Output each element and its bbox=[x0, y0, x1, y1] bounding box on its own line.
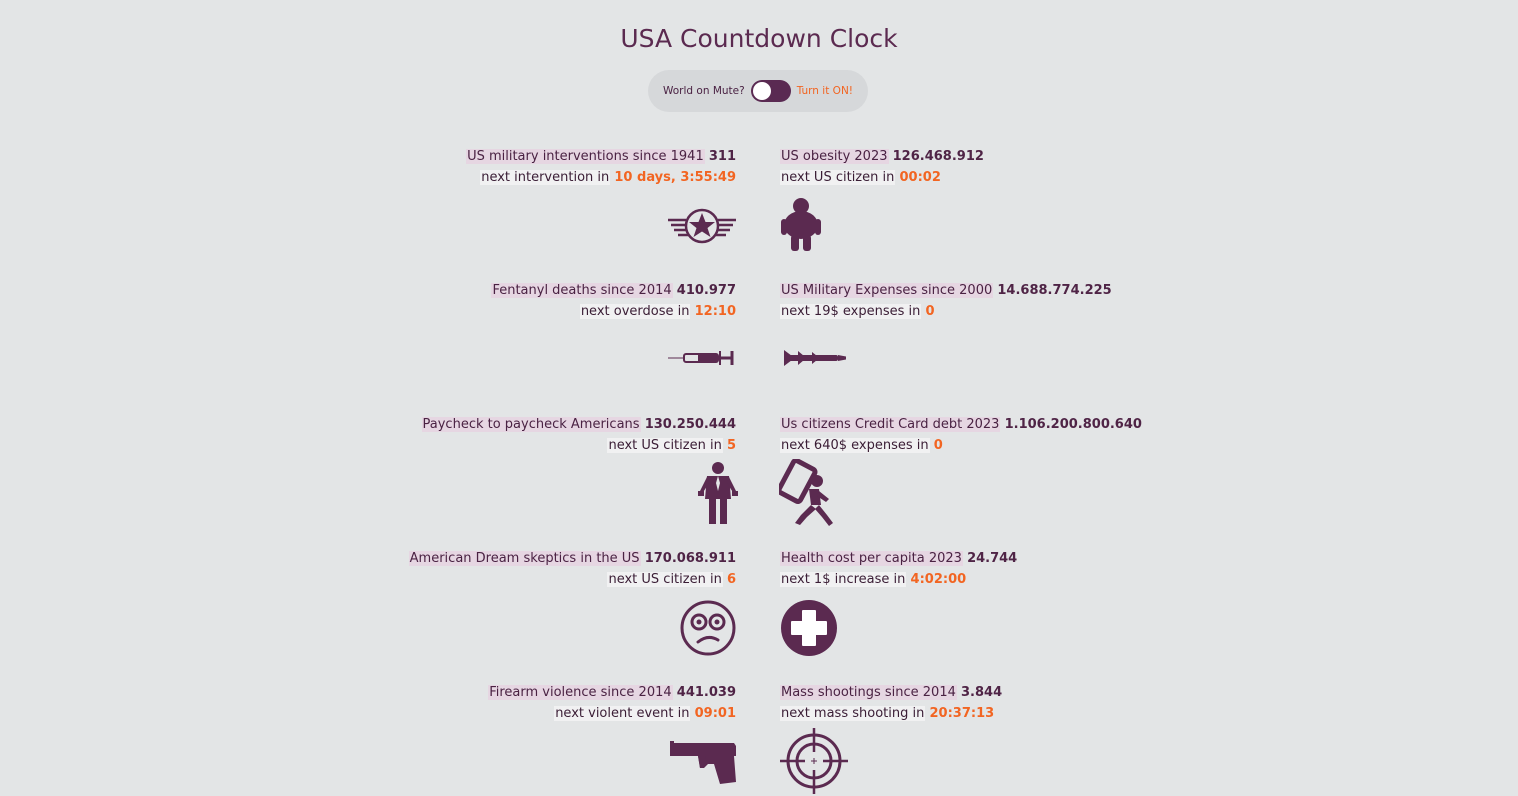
stat-next-label: next 1$ increase in bbox=[781, 572, 906, 587]
worried-face-icon bbox=[680, 600, 736, 656]
stat-next-label: next US citizen in bbox=[608, 438, 722, 453]
stat-credit-card-debt bbox=[780, 414, 1142, 456]
stat-label: US Military Expenses since 2000 bbox=[781, 283, 993, 298]
stat-health-cost bbox=[780, 548, 1017, 590]
mute-action-label[interactable]: Turn it ON! bbox=[796, 85, 854, 97]
stat-next-label: next 640$ expenses in bbox=[781, 438, 929, 453]
stat-label: Firearm violence since 2014 bbox=[489, 685, 672, 700]
stat-next-label: next intervention in bbox=[481, 170, 610, 185]
stat-value: 1.106.200.800.640 bbox=[1004, 417, 1142, 432]
stat-value: 130.250.444 bbox=[644, 417, 736, 432]
stat-fentanyl-deaths bbox=[491, 280, 736, 322]
medical-cross-icon bbox=[780, 599, 838, 657]
stat-next-label: next mass shooting in bbox=[781, 706, 925, 721]
mute-toggle[interactable] bbox=[751, 80, 791, 102]
stat-label: Mass shootings since 2014 bbox=[781, 685, 956, 700]
stat-next-value: 4:02:00 bbox=[910, 572, 967, 587]
stat-military-expenses bbox=[780, 280, 1112, 322]
stat-label: US obesity 2023 bbox=[781, 149, 888, 164]
stat-label: American Dream skeptics in the US bbox=[409, 551, 640, 566]
stat-label: Fentanyl deaths since 2014 bbox=[492, 283, 672, 298]
stat-next-label: next 19$ expenses in bbox=[781, 304, 921, 319]
stat-value: 126.468.912 bbox=[892, 149, 984, 164]
stat-value: 14.688.774.225 bbox=[997, 283, 1112, 298]
stat-next-value: 20:37:13 bbox=[929, 706, 995, 721]
stat-next-value: 0 bbox=[933, 438, 943, 453]
stat-label: US military interventions since 1941 bbox=[467, 149, 704, 164]
stat-mass-shootings bbox=[780, 682, 1002, 724]
stat-value: 170.068.911 bbox=[644, 551, 736, 566]
mute-label: World on Mute? bbox=[662, 85, 745, 97]
empty-pockets-person-icon bbox=[698, 461, 738, 525]
stat-value: 3.844 bbox=[961, 685, 1003, 700]
stat-next-value: 12:10 bbox=[694, 304, 736, 319]
stat-next-value: 5 bbox=[726, 438, 736, 453]
stat-value: 24.744 bbox=[967, 551, 1018, 566]
stat-military-interventions bbox=[466, 146, 736, 188]
crosshair-icon bbox=[780, 728, 848, 794]
stat-value: 441.039 bbox=[676, 685, 736, 700]
stat-label: Paycheck to paycheck Americans bbox=[422, 417, 640, 432]
syringe-icon bbox=[668, 348, 738, 368]
stat-next-value: 09:01 bbox=[694, 706, 736, 721]
stat-paycheck-americans bbox=[422, 414, 736, 456]
toggle-knob bbox=[753, 82, 771, 100]
stat-next-value: 00:02 bbox=[899, 170, 941, 185]
stat-next-label: next US citizen in bbox=[608, 572, 722, 587]
stat-firearm-violence bbox=[488, 682, 736, 724]
stat-next-label: next overdose in bbox=[580, 304, 690, 319]
page-title: USA Countdown Clock bbox=[620, 24, 898, 53]
stat-next-value: 10 days, 3:55:49 bbox=[614, 170, 736, 185]
stat-value: 410.977 bbox=[676, 283, 736, 298]
stat-label: Us citizens Credit Card debt 2023 bbox=[781, 417, 1000, 432]
obese-person-icon bbox=[780, 197, 824, 253]
pistol-icon bbox=[668, 740, 738, 786]
military-star-icon bbox=[668, 206, 736, 246]
burdened-person-icon bbox=[779, 459, 837, 527]
stat-next-label: next US citizen in bbox=[781, 170, 895, 185]
stat-next-value: 6 bbox=[726, 572, 736, 587]
stat-american-dream-skeptics bbox=[409, 548, 736, 590]
mute-control bbox=[648, 70, 868, 112]
stat-label: Health cost per capita 2023 bbox=[781, 551, 962, 566]
stat-next-label: next violent event in bbox=[555, 706, 690, 721]
stat-value: 311 bbox=[708, 149, 736, 164]
stat-next-value: 0 bbox=[925, 304, 935, 319]
stat-obesity bbox=[780, 146, 984, 188]
missile-icon bbox=[782, 348, 848, 368]
